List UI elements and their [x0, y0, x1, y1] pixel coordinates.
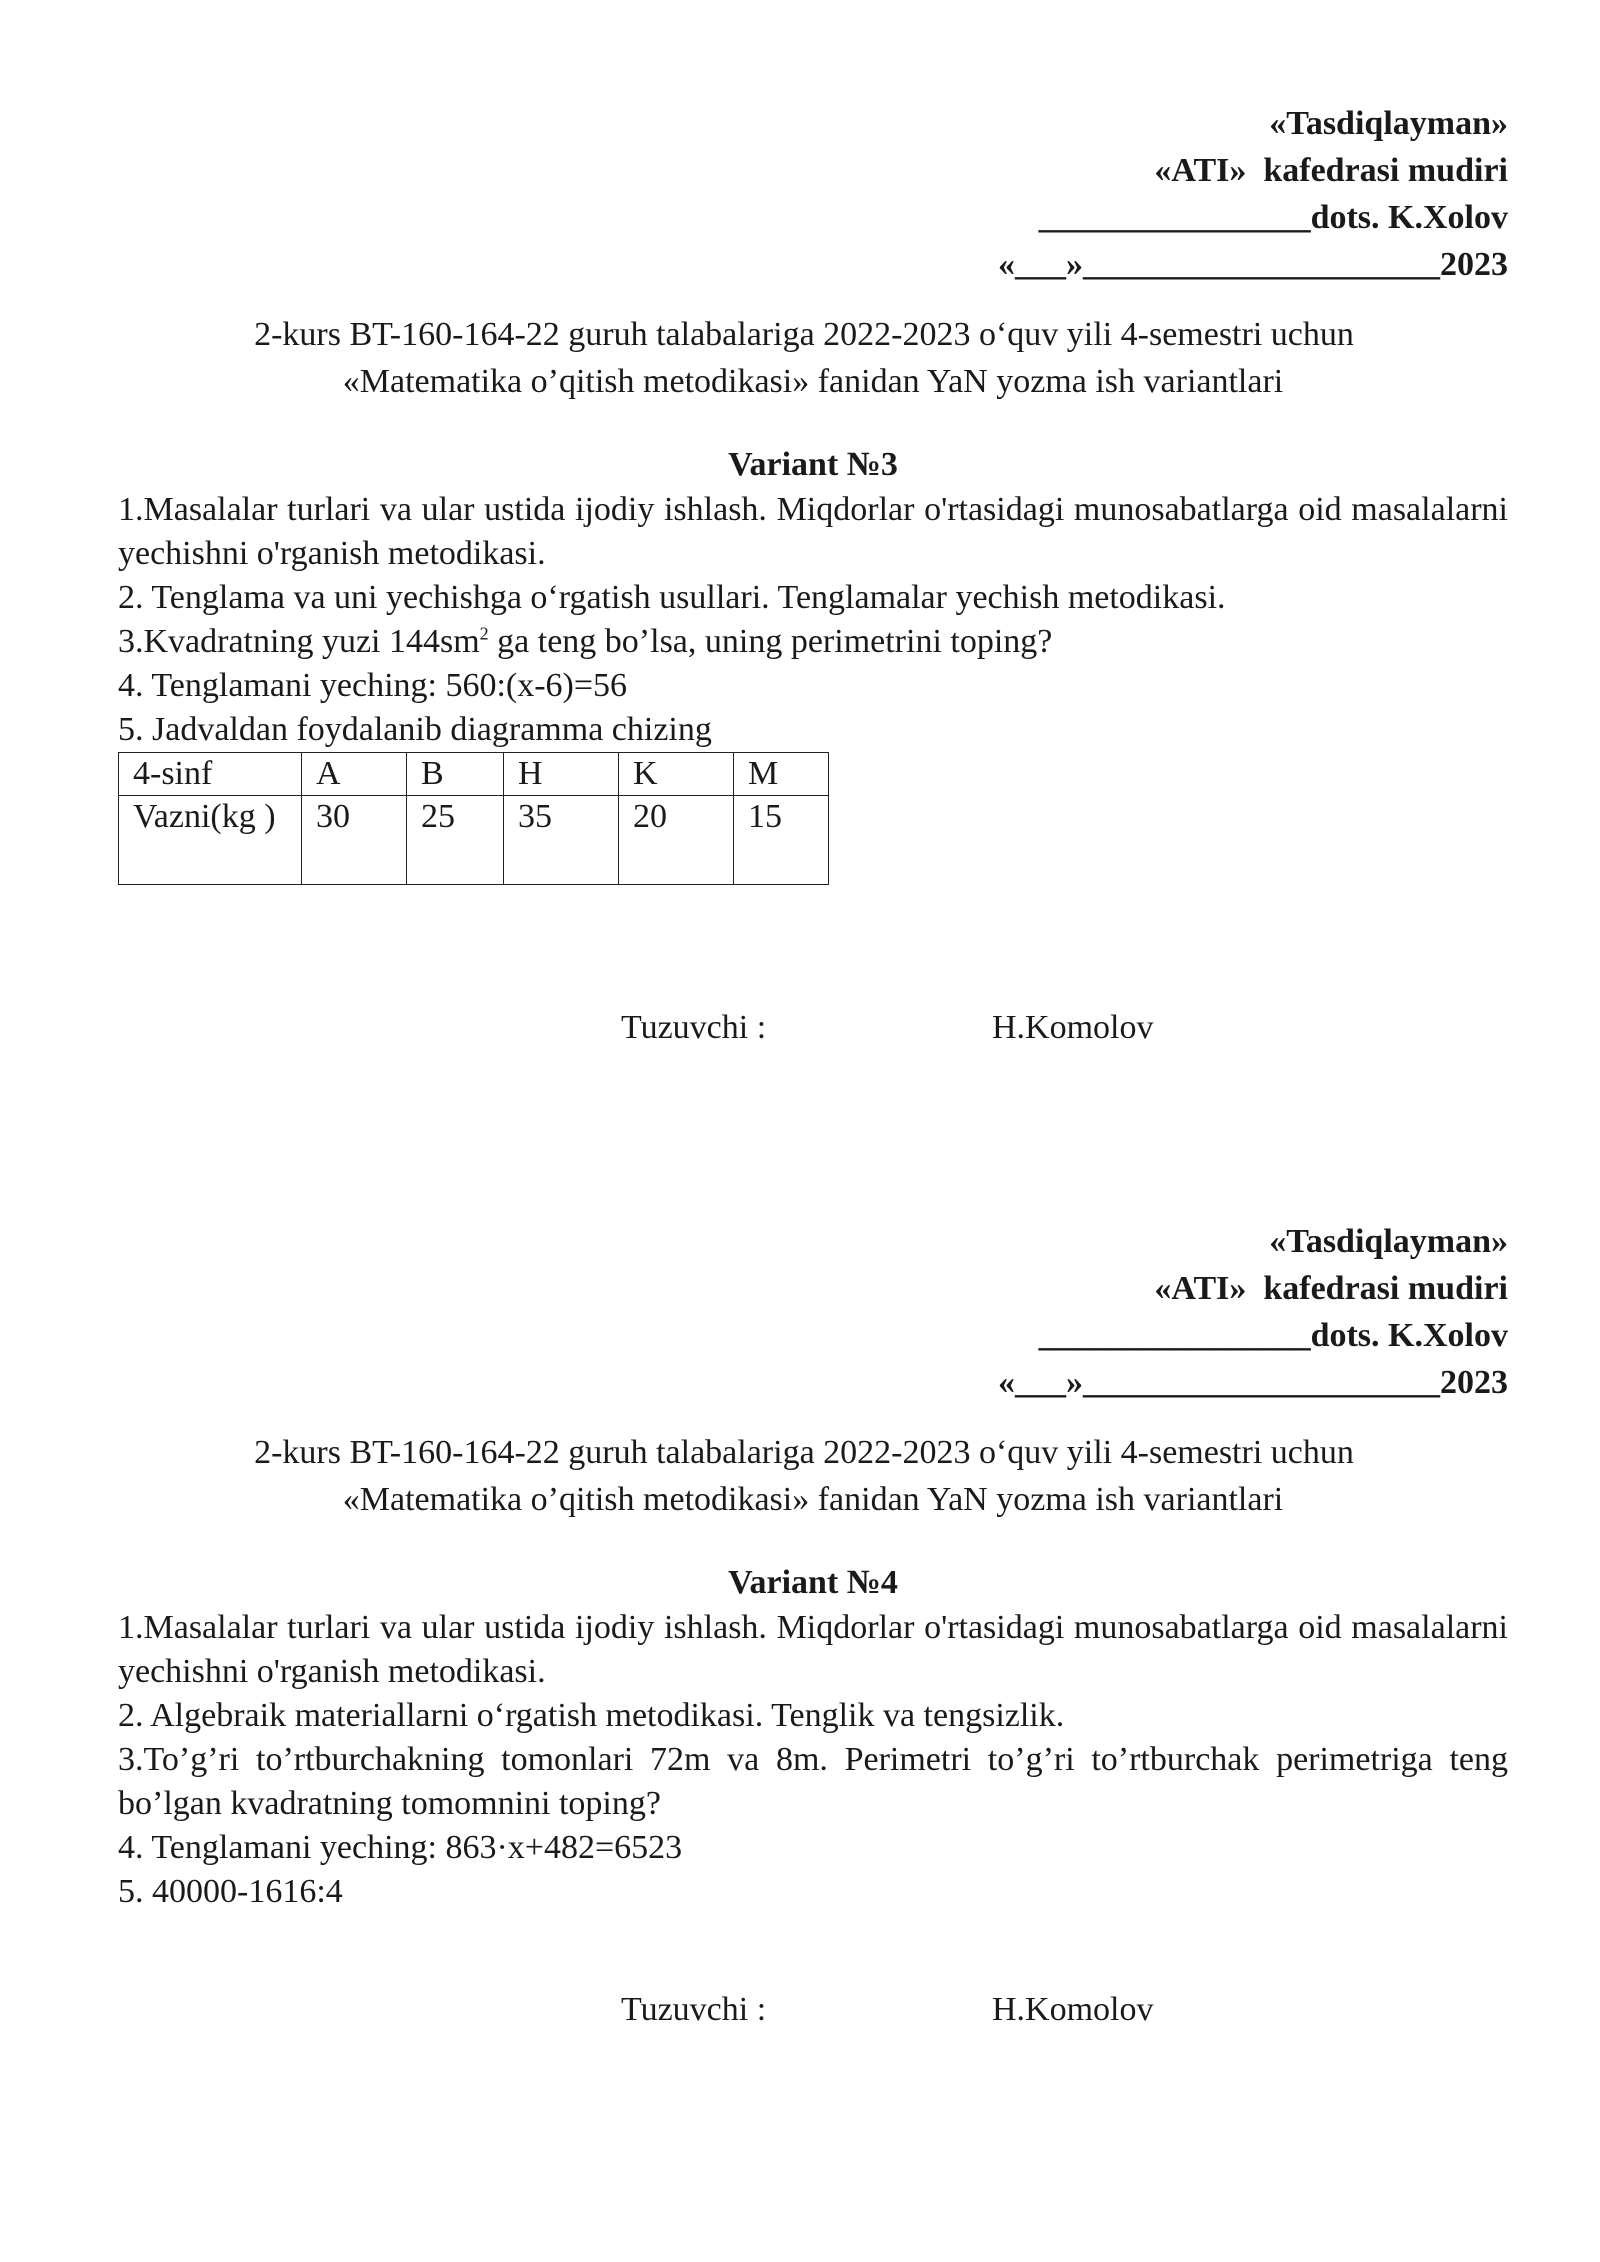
weight-table	[118, 752, 829, 885]
table-cell: K	[619, 753, 734, 796]
signature-name: H.Komolov	[992, 1009, 1154, 1046]
approval-date: «___»_____________________2023	[998, 1364, 1508, 1401]
table-header-row	[119, 753, 829, 796]
table-cell: B	[407, 753, 504, 796]
table-cell: 25	[407, 796, 504, 885]
table-cell: 4-sinf	[119, 753, 302, 796]
table-cell: Vazni(kg )	[119, 796, 302, 885]
question-3-text-end: ga teng bo’lsa, uning perimetrini toping?	[488, 623, 1053, 660]
table-cell: 15	[734, 796, 829, 885]
question-2: 2. Tenglama va uni yechishga o‘rgatish usullari. Tenglamalar yechish metodikasi.	[118, 579, 1226, 616]
question-5: 5. 40000-1616:4	[118, 1873, 343, 1910]
heading-line-2: «Matematika o’qitish metodikasi» fanidan YaN yozma ish variantlari	[342, 363, 1284, 400]
approval-department: «ATI» kafedrasi mudiri	[1154, 152, 1508, 189]
question-1: 1.Masalalar turlari va ular ustida ijodiy ishlash. Miqdorlar o'rtasidagi munosabatlarga oid masalalarni yechishni o'rganish metodikasi.	[118, 1609, 1508, 1690]
question-1: 1.Masalalar turlari va ular ustida ijodiy ishlash. Miqdorlar o'rtasidagi munosabatlarga oid masalalarni yechishni o'rganish metodikasi.	[118, 491, 1508, 572]
variant-4-section	[118, 1218, 1508, 1914]
signature-label: Tuzuvchi :	[621, 1009, 767, 1046]
approval-date: «___»_____________________2023	[998, 246, 1508, 283]
signature-name: H.Komolov	[992, 1991, 1154, 2028]
question-5: 5. Jadvaldan foydalanib diagramma chizing	[118, 711, 712, 748]
table-cell: 20	[619, 796, 734, 885]
variant-title: Variant №4	[728, 1564, 898, 1601]
question-2: 2. Algebraik materiallarni o‘rgatish metodikasi. Tenglik va tengsizlik.	[118, 1697, 1065, 1734]
table-cell: A	[302, 753, 407, 796]
question-3	[118, 620, 1508, 664]
table-row	[119, 796, 829, 885]
question-4: 4. Tenglamani yeching: 863·x+482=6523	[118, 1829, 683, 1866]
question-4: 4. Tenglamani yeching: 560:(x-6)=56	[118, 667, 628, 704]
approval-title: «Tasdiqlayman»	[1269, 105, 1508, 142]
table-cell: 30	[302, 796, 407, 885]
signature-label: Tuzuvchi :	[621, 1991, 767, 2028]
heading-line-2: «Matematika o’qitish metodikasi» fanidan YaN yozma ish variantlari	[342, 1481, 1284, 1518]
approval-title: «Tasdiqlayman»	[1269, 1223, 1508, 1260]
variant-3-section	[118, 100, 1508, 885]
approval-department: «ATI» kafedrasi mudiri	[1154, 1270, 1508, 1307]
superscript-exponent: 2	[479, 623, 489, 644]
table-cell: 35	[504, 796, 619, 885]
table-cell: M	[734, 753, 829, 796]
question-3-text: 3.Kvadratning yuzi 144sm	[118, 623, 480, 660]
approval-block	[118, 100, 1508, 288]
document-heading	[118, 1429, 1508, 1523]
approval-block	[118, 1218, 1508, 1406]
approval-signatory: ________________dots. K.Xolov	[1038, 199, 1508, 236]
approval-signatory: ________________dots. K.Xolov	[1038, 1317, 1508, 1354]
heading-line-1: 2-kurs BT-160-164-22 guruh talabalariga 2022-2023 o‘quv yili 4-semestri uchun	[254, 316, 1354, 353]
document-heading	[118, 311, 1508, 405]
heading-line-1: 2-kurs BT-160-164-22 guruh talabalariga 2022-2023 o‘quv yili 4-semestri uchun	[254, 1434, 1354, 1471]
table-cell: H	[504, 753, 619, 796]
question-3: 3.To’g’ri to’rtburchakning tomonlari 72m va 8m. Perimetri to’g’ri to’rtburchak perimetriga teng bo’lgan kvadratning tomomnini toping?	[118, 1741, 1508, 1822]
variant-title: Variant №3	[728, 446, 898, 483]
